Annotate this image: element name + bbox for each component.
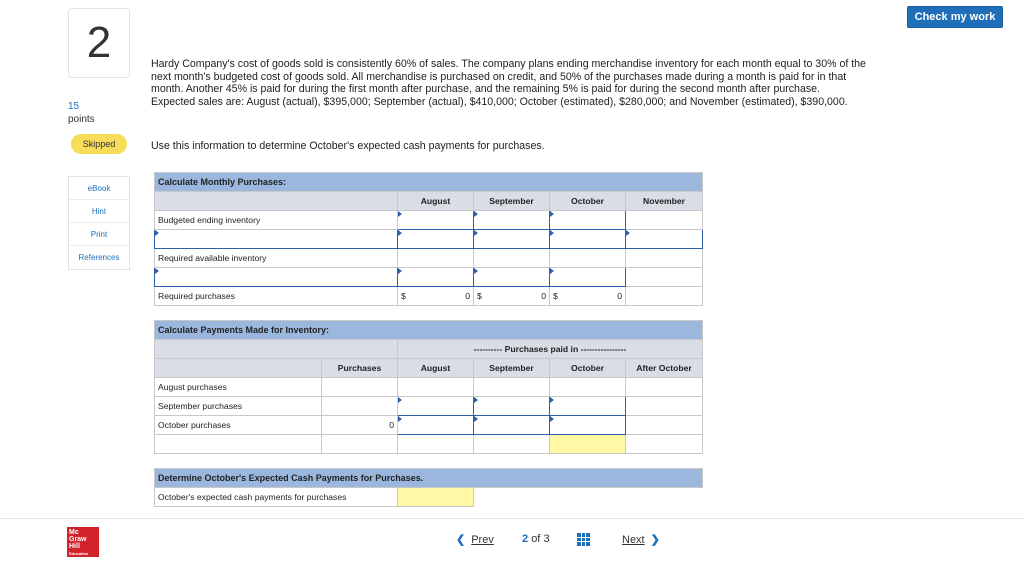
oct-paid-september-input[interactable] [474, 416, 550, 435]
table-row [155, 230, 703, 249]
table-row [155, 378, 703, 397]
mcgraw-hill-logo [67, 527, 99, 557]
col-purchases: Purchases [322, 359, 398, 378]
col-pay-september: September [474, 359, 550, 378]
value: 0 [541, 291, 546, 301]
aug-paid-september [474, 378, 550, 397]
purchases-paid-in-label: ---------- Purchases paid in ---------------- [398, 340, 703, 359]
value: 0 [617, 291, 622, 301]
oct-paid-august-input[interactable] [398, 416, 474, 435]
required-available-november [626, 249, 703, 268]
row-label-required-purchases: Required purchases [155, 287, 398, 306]
side-tools-panel [68, 176, 130, 270]
total-september [474, 435, 550, 454]
currency-symbol: $ [553, 291, 558, 301]
total-label [155, 435, 322, 454]
payments-table [154, 320, 703, 454]
table-row [155, 397, 703, 416]
next-button[interactable] [622, 533, 666, 546]
beginning-august-input[interactable] [398, 268, 474, 287]
beginning-november-cell [626, 268, 703, 287]
currency-symbol: $ [477, 291, 482, 301]
required-available-october [550, 249, 626, 268]
row-label-required-available: Required available inventory [155, 249, 398, 268]
next-label: Next [622, 534, 645, 546]
payments-title: Calculate Payments Made for Inventory: [155, 321, 703, 340]
col-pay-october: October [550, 359, 626, 378]
value: 0 [465, 291, 470, 301]
header-blank [155, 192, 398, 211]
chevron-right-icon: ❯ [650, 534, 660, 546]
row-label-october-purchases: October purchases [155, 416, 322, 435]
row-label-august-purchases: August purchases [155, 378, 322, 397]
points-value: 15 [68, 101, 80, 112]
of-label: of [531, 533, 541, 545]
col-november: November [626, 192, 703, 211]
question-instruction: Use this information to determine October's expected cash payments for purchases. [151, 140, 545, 152]
oct-purchases-amount: 0 [322, 416, 398, 435]
row-label-cash-payments: October's expected cash payments for purchases [155, 488, 398, 507]
required-available-september [474, 249, 550, 268]
footer-nav [0, 518, 1024, 562]
table-row [155, 249, 703, 268]
logo-line: Hill [69, 543, 80, 550]
table-row [155, 211, 703, 230]
col-pay-august: August [398, 359, 474, 378]
cogs-august-input[interactable] [398, 230, 474, 249]
budgeted-october-input[interactable] [550, 211, 626, 230]
points-label: points [68, 114, 95, 125]
sep-paid-september-input[interactable] [474, 397, 550, 416]
total-pages: 3 [543, 533, 550, 545]
total-after [626, 435, 703, 454]
logo-line: Mc [69, 529, 79, 536]
question-text: Hardy Company's cost of goods sold is consistently 60% of sales. The company plans ending merchandise inventory for each month equal to 30% of the next month's budgeted cost of goods sold. All merchandise is purchased on credit, and 50% of the purchases made during a month is paid for in that month. Another 45% is paid for during the first month after purchase, and the remaining 5% is paid for during the second month after purchase. Expected sales are: August (actual), $395,000; September (actual), $410,000; October (estimated), $280,000; and November (estimated), $390,000. [151, 58, 866, 108]
header-blank [155, 359, 322, 378]
beginning-inventory-label-input[interactable] [155, 268, 398, 287]
budgeted-august-input[interactable] [398, 211, 474, 230]
points-info [68, 100, 95, 126]
budgeted-november-cell [626, 211, 703, 230]
row-label-budgeted: Budgeted ending inventory [155, 211, 398, 230]
status-badge: Skipped [71, 134, 127, 154]
page-indicator [522, 533, 550, 545]
sep-paid-after [626, 397, 703, 416]
table-row [155, 268, 703, 287]
cogs-october-input[interactable] [550, 230, 626, 249]
grid-icon[interactable] [577, 533, 590, 546]
aug-paid-october [550, 378, 626, 397]
logo-line: Graw [69, 536, 87, 543]
cogs-november-input[interactable] [626, 230, 703, 249]
aug-paid-august [398, 378, 474, 397]
prev-button[interactable] [450, 533, 494, 546]
header-blank [155, 340, 398, 359]
check-my-work-button[interactable]: Check my work [907, 6, 1003, 28]
required-available-august [398, 249, 474, 268]
references-link[interactable]: References [78, 253, 120, 262]
question-number: 2 [68, 8, 130, 78]
budgeted-september-input[interactable] [474, 211, 550, 230]
purchases-october [550, 287, 626, 306]
purchases-august [398, 287, 474, 306]
currency-symbol: $ [401, 291, 406, 301]
cogs-september-input[interactable] [474, 230, 550, 249]
cash-payments-result [398, 488, 474, 507]
total-october-highlight [550, 435, 626, 454]
table-row [155, 416, 703, 435]
table-row [155, 488, 703, 507]
oct-paid-october-input[interactable] [550, 416, 626, 435]
beginning-september-input[interactable] [474, 268, 550, 287]
col-after-october: After October [626, 359, 703, 378]
hint-link[interactable]: Hint [69, 200, 129, 223]
spacer [474, 488, 703, 507]
total-august [398, 435, 474, 454]
cash-payments-title: Determine October's Expected Cash Payments for Purchases. [155, 469, 703, 488]
aug-paid-after [626, 378, 703, 397]
purchases-september [474, 287, 550, 306]
ebook-link[interactable]: eBook [69, 177, 129, 200]
table-row [155, 435, 703, 454]
sep-paid-august-input[interactable] [398, 397, 474, 416]
row-label-september-purchases: September purchases [155, 397, 322, 416]
current-page: 2 [522, 533, 529, 545]
col-august: August [398, 192, 474, 211]
sep-paid-october-input[interactable] [550, 397, 626, 416]
beginning-october-input[interactable] [550, 268, 626, 287]
logo-line: Education [69, 551, 89, 556]
cogs-label-input[interactable] [155, 230, 398, 249]
cash-payments-table [154, 468, 703, 507]
aug-purchases-amount [322, 378, 398, 397]
col-september: September [474, 192, 550, 211]
col-october: October [550, 192, 626, 211]
sep-purchases-amount [322, 397, 398, 416]
purchases-november [626, 287, 703, 306]
monthly-purchases-title: Calculate Monthly Purchases: [155, 173, 703, 192]
prev-label: Prev [471, 534, 494, 546]
print-link[interactable]: Print [69, 223, 129, 246]
monthly-purchases-table [154, 172, 703, 306]
table-row [155, 287, 703, 306]
chevron-left-icon: ❮ [456, 534, 466, 546]
oct-paid-after [626, 416, 703, 435]
total-purchases [322, 435, 398, 454]
